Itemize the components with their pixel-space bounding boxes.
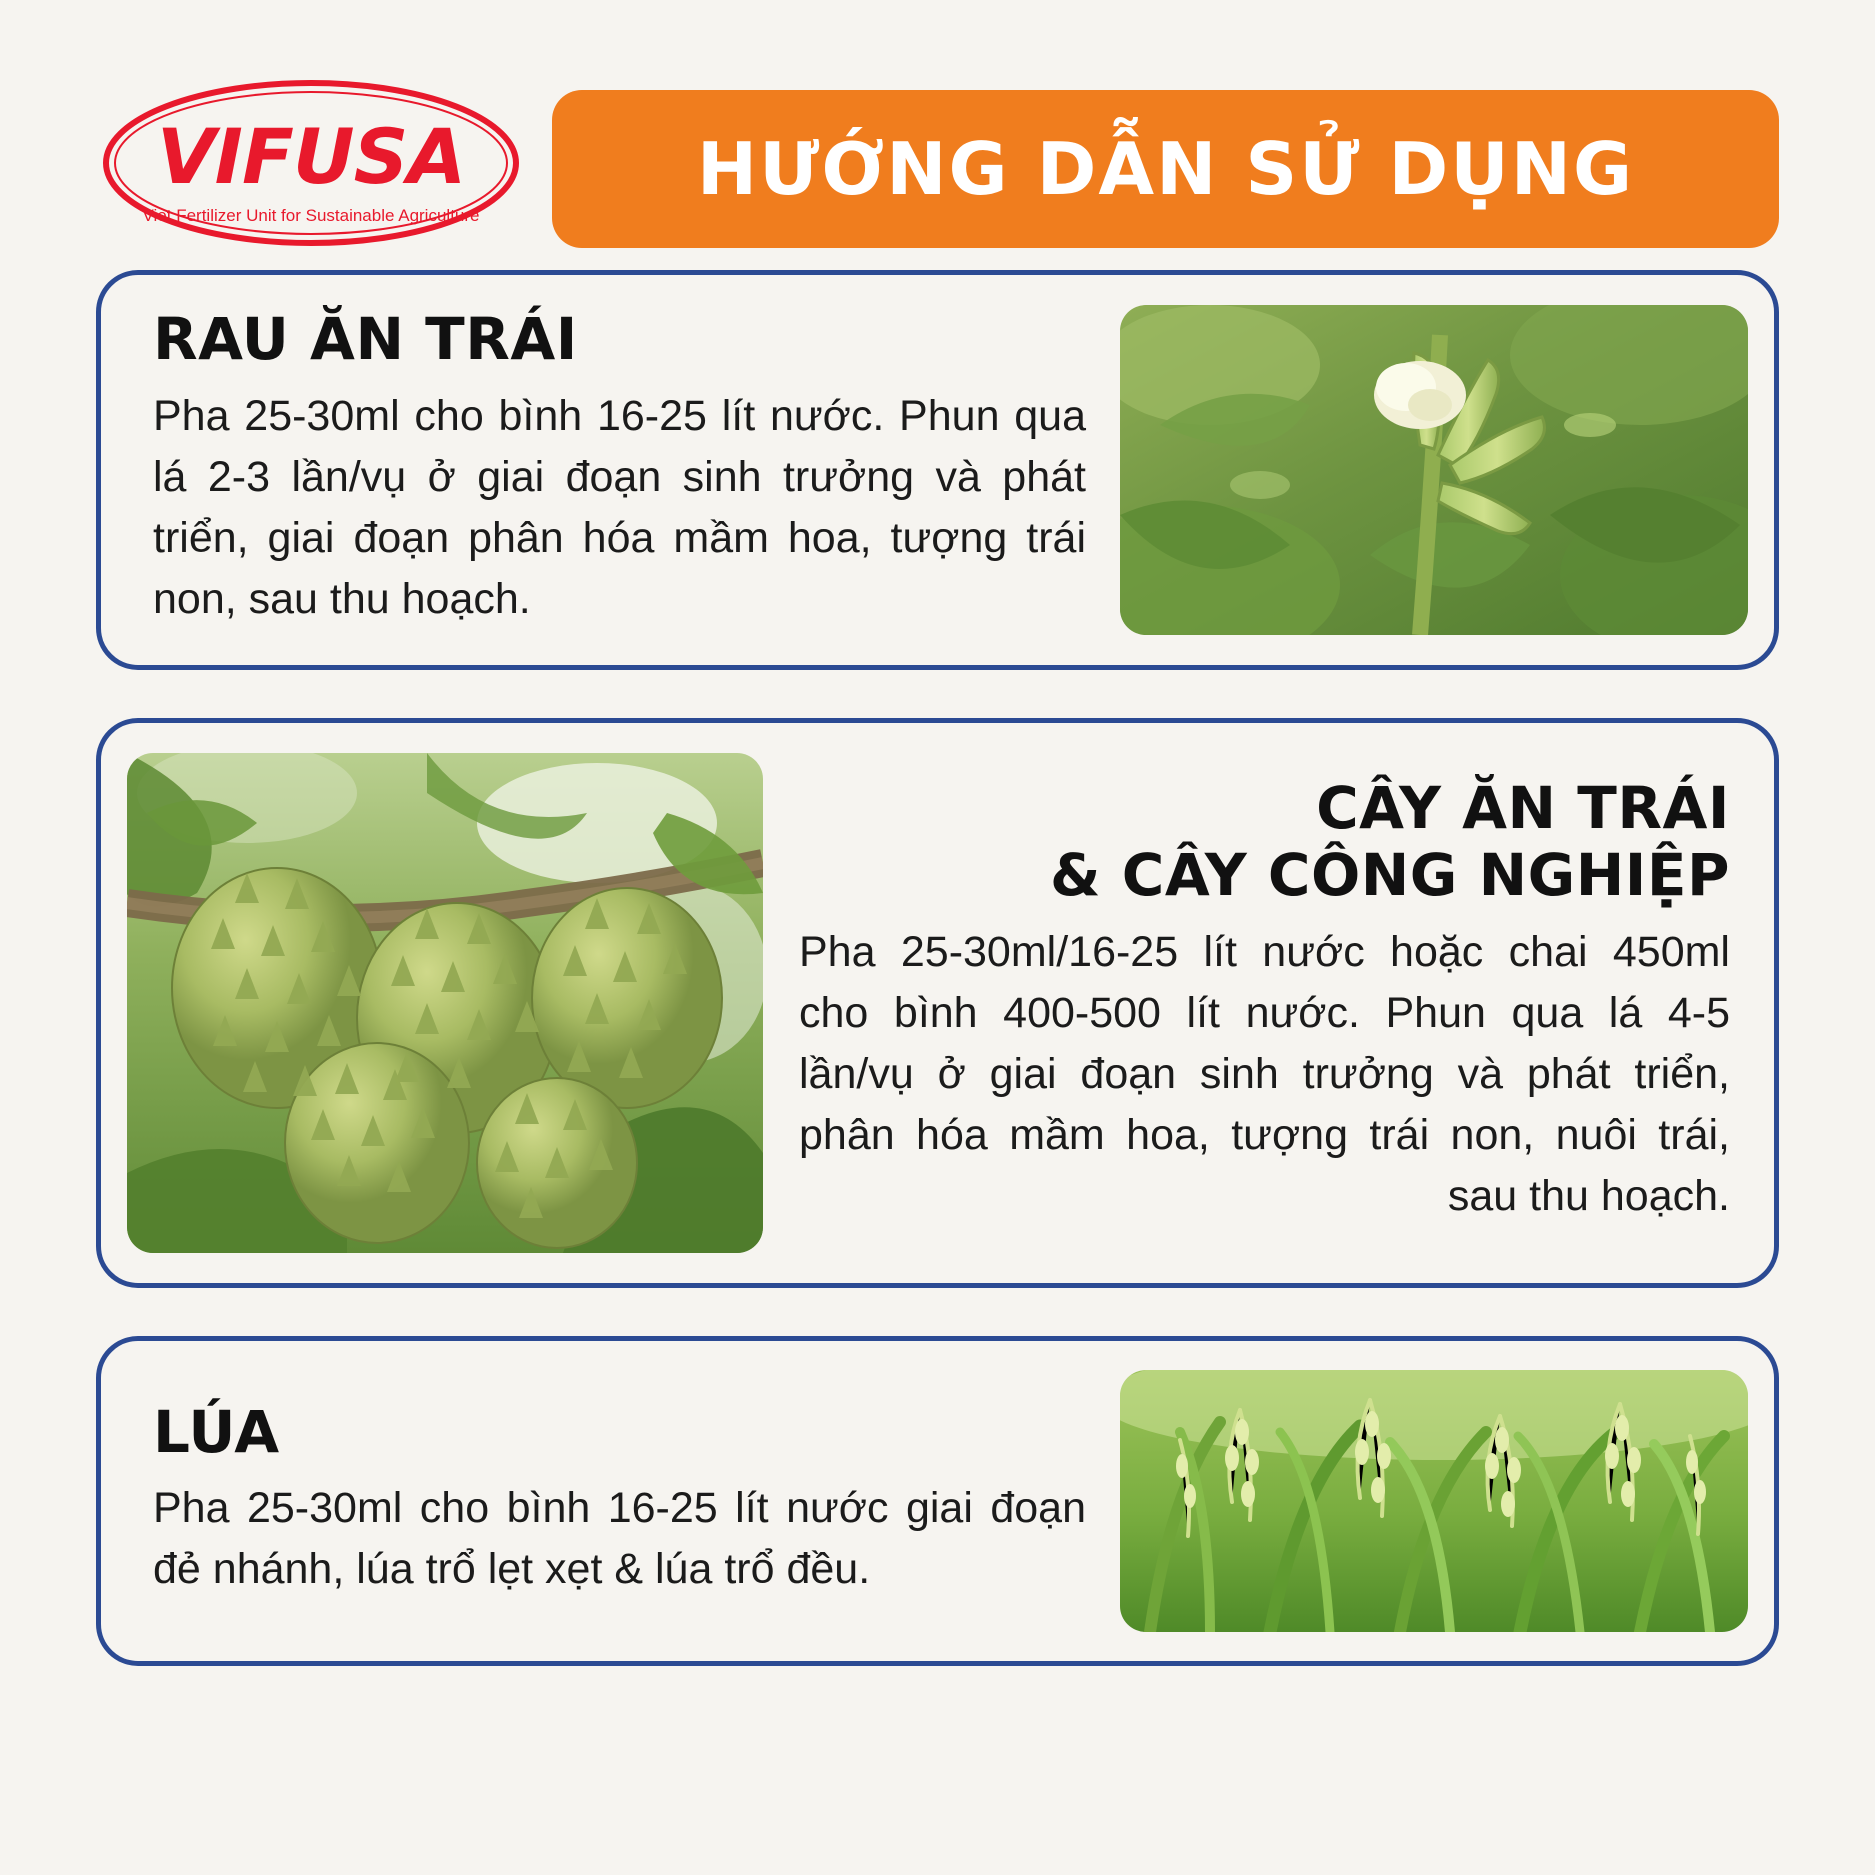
card-body: Pha 25-30ml/16-25 lít nước hoặc chai 450ml cho bình 400-500 lít nước. Phun qua lá 4-5 lần/vụ ở giai đoạn sinh trưởng và phát triển, phân hóa mầm hoa, tượng trái non, nuôi trái, sau thu hoạch. [799,928,1730,1221]
rice-field-photo [1120,1370,1748,1632]
card-title-line-2: & CÂY CÔNG NGHIỆP [1050,841,1730,910]
svg-text:VIFUSA: VIFUSA [156,112,466,201]
card-lua [96,1336,1779,1666]
poster-header [0,0,1875,270]
card-text-block [101,1397,1120,1601]
card-cay-an-trai [96,718,1779,1288]
card-text-block [101,305,1120,630]
durian-fruit-photo [127,753,763,1253]
card-text-block [763,774,1774,1227]
card-body: Pha 25-30ml cho bình 16-25 lít nước. Phun qua lá 2-3 lần/vụ ở giai đoạn sinh trưởng và phát triển, giai đoạn phân hóa mầm hoa, tượng trái non, sau thu hoạch. [153,392,1086,624]
card-title: LÚA [153,1397,280,1466]
card-body: Pha 25-30ml cho bình 16-25 lít nước giai đoạn đẻ nhánh, lúa trổ lẹt xẹt & lúa trổ đều. [153,1484,1086,1594]
page-title: HƯỚNG DẪN SỬ DỤNG [696,127,1635,211]
instruction-cards [0,270,1875,1666]
header-banner [552,90,1779,248]
card-title: RAU ĂN TRÁI [153,305,578,374]
card-rau-an-trai [96,270,1779,670]
okra-plant-photo [1120,305,1748,635]
vifusa-logo [96,75,526,257]
card-title-line-1: CÂY ĂN TRÁI [1316,774,1730,843]
svg-text:Viet Fertilizer Unit for Susta: Viet Fertilizer Unit for Sustainable Agriculture [142,206,480,225]
